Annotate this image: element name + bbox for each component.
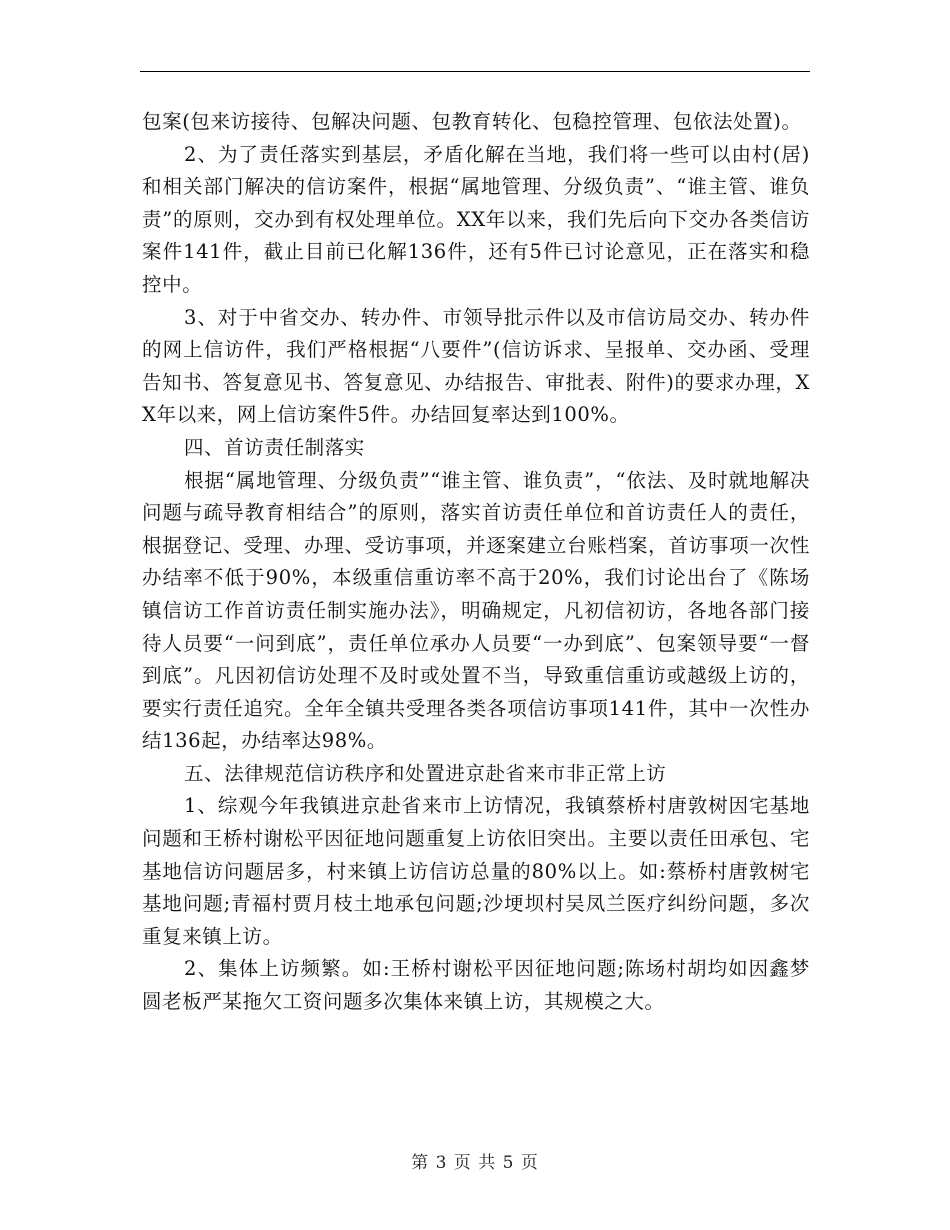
paragraph-2: 3、对于中省交办、转办件、市领导批示件以及市信访局交办、转办件的网上信访件，我们严格根据“八要件”(信访诉求、呈报单、交办函、受理告知书、答复意见书、答复意见、办结报告、审批表、附件)的要求办理，XX年以来，网上信访案件5件。办结回复率达到100%。 <box>142 305 810 427</box>
section-heading-5: 五、法律规范信访秩序和处置进京赴省来市非正常上访 <box>184 761 667 785</box>
header-rule <box>140 71 810 72</box>
paragraph-4: 根据“属地管理、分级负责”“谁主管、谁负责”，“依法、及时就地解决问题与疏导教育相结合”的原则，落实首访责任单位和首访责任人的责任，根据登记、受理、办理、受访事项，并逐案建立台账档案，首访事项一次性办结率不低于90%，本级重信重访率不高于20%，我们讨论出台了《陈场镇信访工作首访责任制实施办法》，明确规定，凡初信初访，各地各部门接待人员要“一问到底”，责任单位承办人员要“一办到底”、包案领导要“一督到底”。凡因初信访处理不及时或处置不当，导致重信重访或越级上访的，要实行责任追究。全年全镇共受理各类各项信访事项141件，其中一次性办结136起，办结率达98%。 <box>142 468 810 753</box>
paragraph-6: 1、综观今年我镇进京赴省来市上访情况，我镇蔡桥村唐敦树因宅基地问题和王桥村谢松平因征地问题重复上访依旧突出。主要以责任田承包、宅基地信访问题居多，村来镇上访信访总量的80%以上。如:蔡桥村唐敦树宅基地问题;青福村贾月枝土地承包问题;沙埂坝村吴凤兰医疗纠纷问题，多次重复来镇上访。 <box>142 794 810 948</box>
document-body <box>142 106 810 1019</box>
paragraph-7: 2、集体上访频繁。如:王桥村谢松平因征地问题;陈场村胡均如因鑫梦圆老板严某拖欠工资问题多次集体来镇上访，其规模之大。 <box>142 957 810 1014</box>
page-number-footer: 第 3 页 共 5 页 <box>411 1153 539 1173</box>
paragraph-0: 包案(包来访接待、包解决问题、包教育转化、包稳控管理、包依法处置)。 <box>142 110 802 133</box>
section-heading-4: 四、首访责任制落实 <box>184 435 365 459</box>
paragraph-1: 2、为了责任落实到基层，矛盾化解在当地，我们将一些可以由村(居)和相关部门解决的信访案件，根据“属地管理、分级负责”、“谁主管、谁负责”的原则，交办到有权处理单位。XX年以来，我们先后向下交办各类信访案件141件，截止目前已化解136件，还有5件已讨论意见，正在落实和稳控中。 <box>142 142 810 296</box>
